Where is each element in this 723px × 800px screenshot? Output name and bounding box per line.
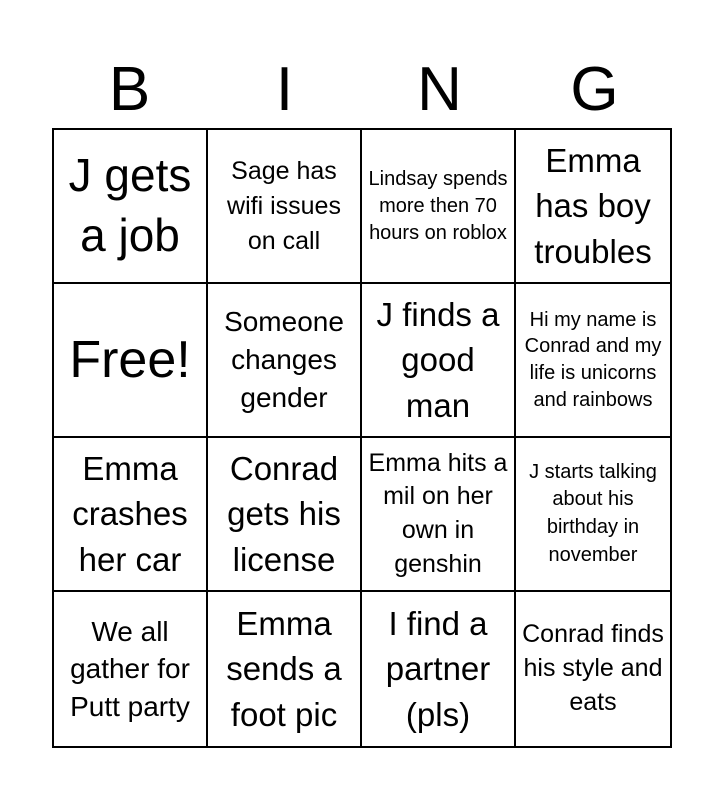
bingo-cell-r2c2[interactable]: [208, 284, 362, 438]
bingo-header: [52, 52, 672, 128]
bingo-cell-r2c1[interactable]: [54, 284, 208, 438]
bingo-cell-r3c1[interactable]: [54, 438, 208, 592]
cell-text: Emma hits a mil on her own in genshin: [368, 448, 508, 578]
cell-text: Someone changes gender: [224, 306, 344, 413]
bingo-cell-r1c3[interactable]: [362, 130, 516, 284]
header-letter-i: I: [275, 55, 294, 124]
cell-text: I find a partner (pls): [385, 604, 491, 733]
cell-text: J gets a job: [68, 149, 192, 261]
bingo-cell-r3c4[interactable]: [516, 438, 670, 592]
cell-text: Emma crashes her car: [72, 449, 188, 578]
cell-text: Lindsay spends more then 70 hours on roblox: [368, 167, 508, 244]
cell-text: We all gather for Putt party: [70, 616, 190, 722]
bingo-cell-r2c4[interactable]: [516, 284, 670, 438]
cell-text-free: Free!: [69, 330, 191, 389]
cell-text: Conrad gets his license: [227, 449, 341, 578]
cell-text: Emma has boy troubles: [534, 141, 652, 270]
header-letter-n: N: [417, 55, 462, 124]
cell-text: Emma sends a foot pic: [226, 604, 342, 733]
bingo-board: [52, 128, 672, 748]
bingo-cell-r1c4[interactable]: [516, 130, 670, 284]
header-letter-g: G: [570, 55, 619, 124]
bingo-cell-r4c4[interactable]: [516, 592, 670, 746]
bingo-cell-r1c1[interactable]: [54, 130, 208, 284]
bingo-cell-r4c3[interactable]: [362, 592, 516, 746]
bingo-cell-r2c3[interactable]: [362, 284, 516, 438]
bingo-cell-r4c2[interactable]: [208, 592, 362, 746]
cell-text: Conrad finds his style and eats: [522, 620, 664, 716]
cell-text: J starts talking about his birthday in november: [529, 460, 657, 566]
bingo-cell-r3c2[interactable]: [208, 438, 362, 592]
bingo-cell-r4c1[interactable]: [54, 592, 208, 746]
bingo-cell-r1c2[interactable]: [208, 130, 362, 284]
cell-text: J finds a good man: [376, 295, 500, 424]
bingo-cell-r3c3[interactable]: [362, 438, 516, 592]
cell-text: Hi my name is Conrad and my life is unicorns and rainbows: [524, 308, 662, 411]
header-letter-b: B: [108, 55, 151, 124]
cell-text: Sage has wifi issues on call: [227, 156, 341, 255]
